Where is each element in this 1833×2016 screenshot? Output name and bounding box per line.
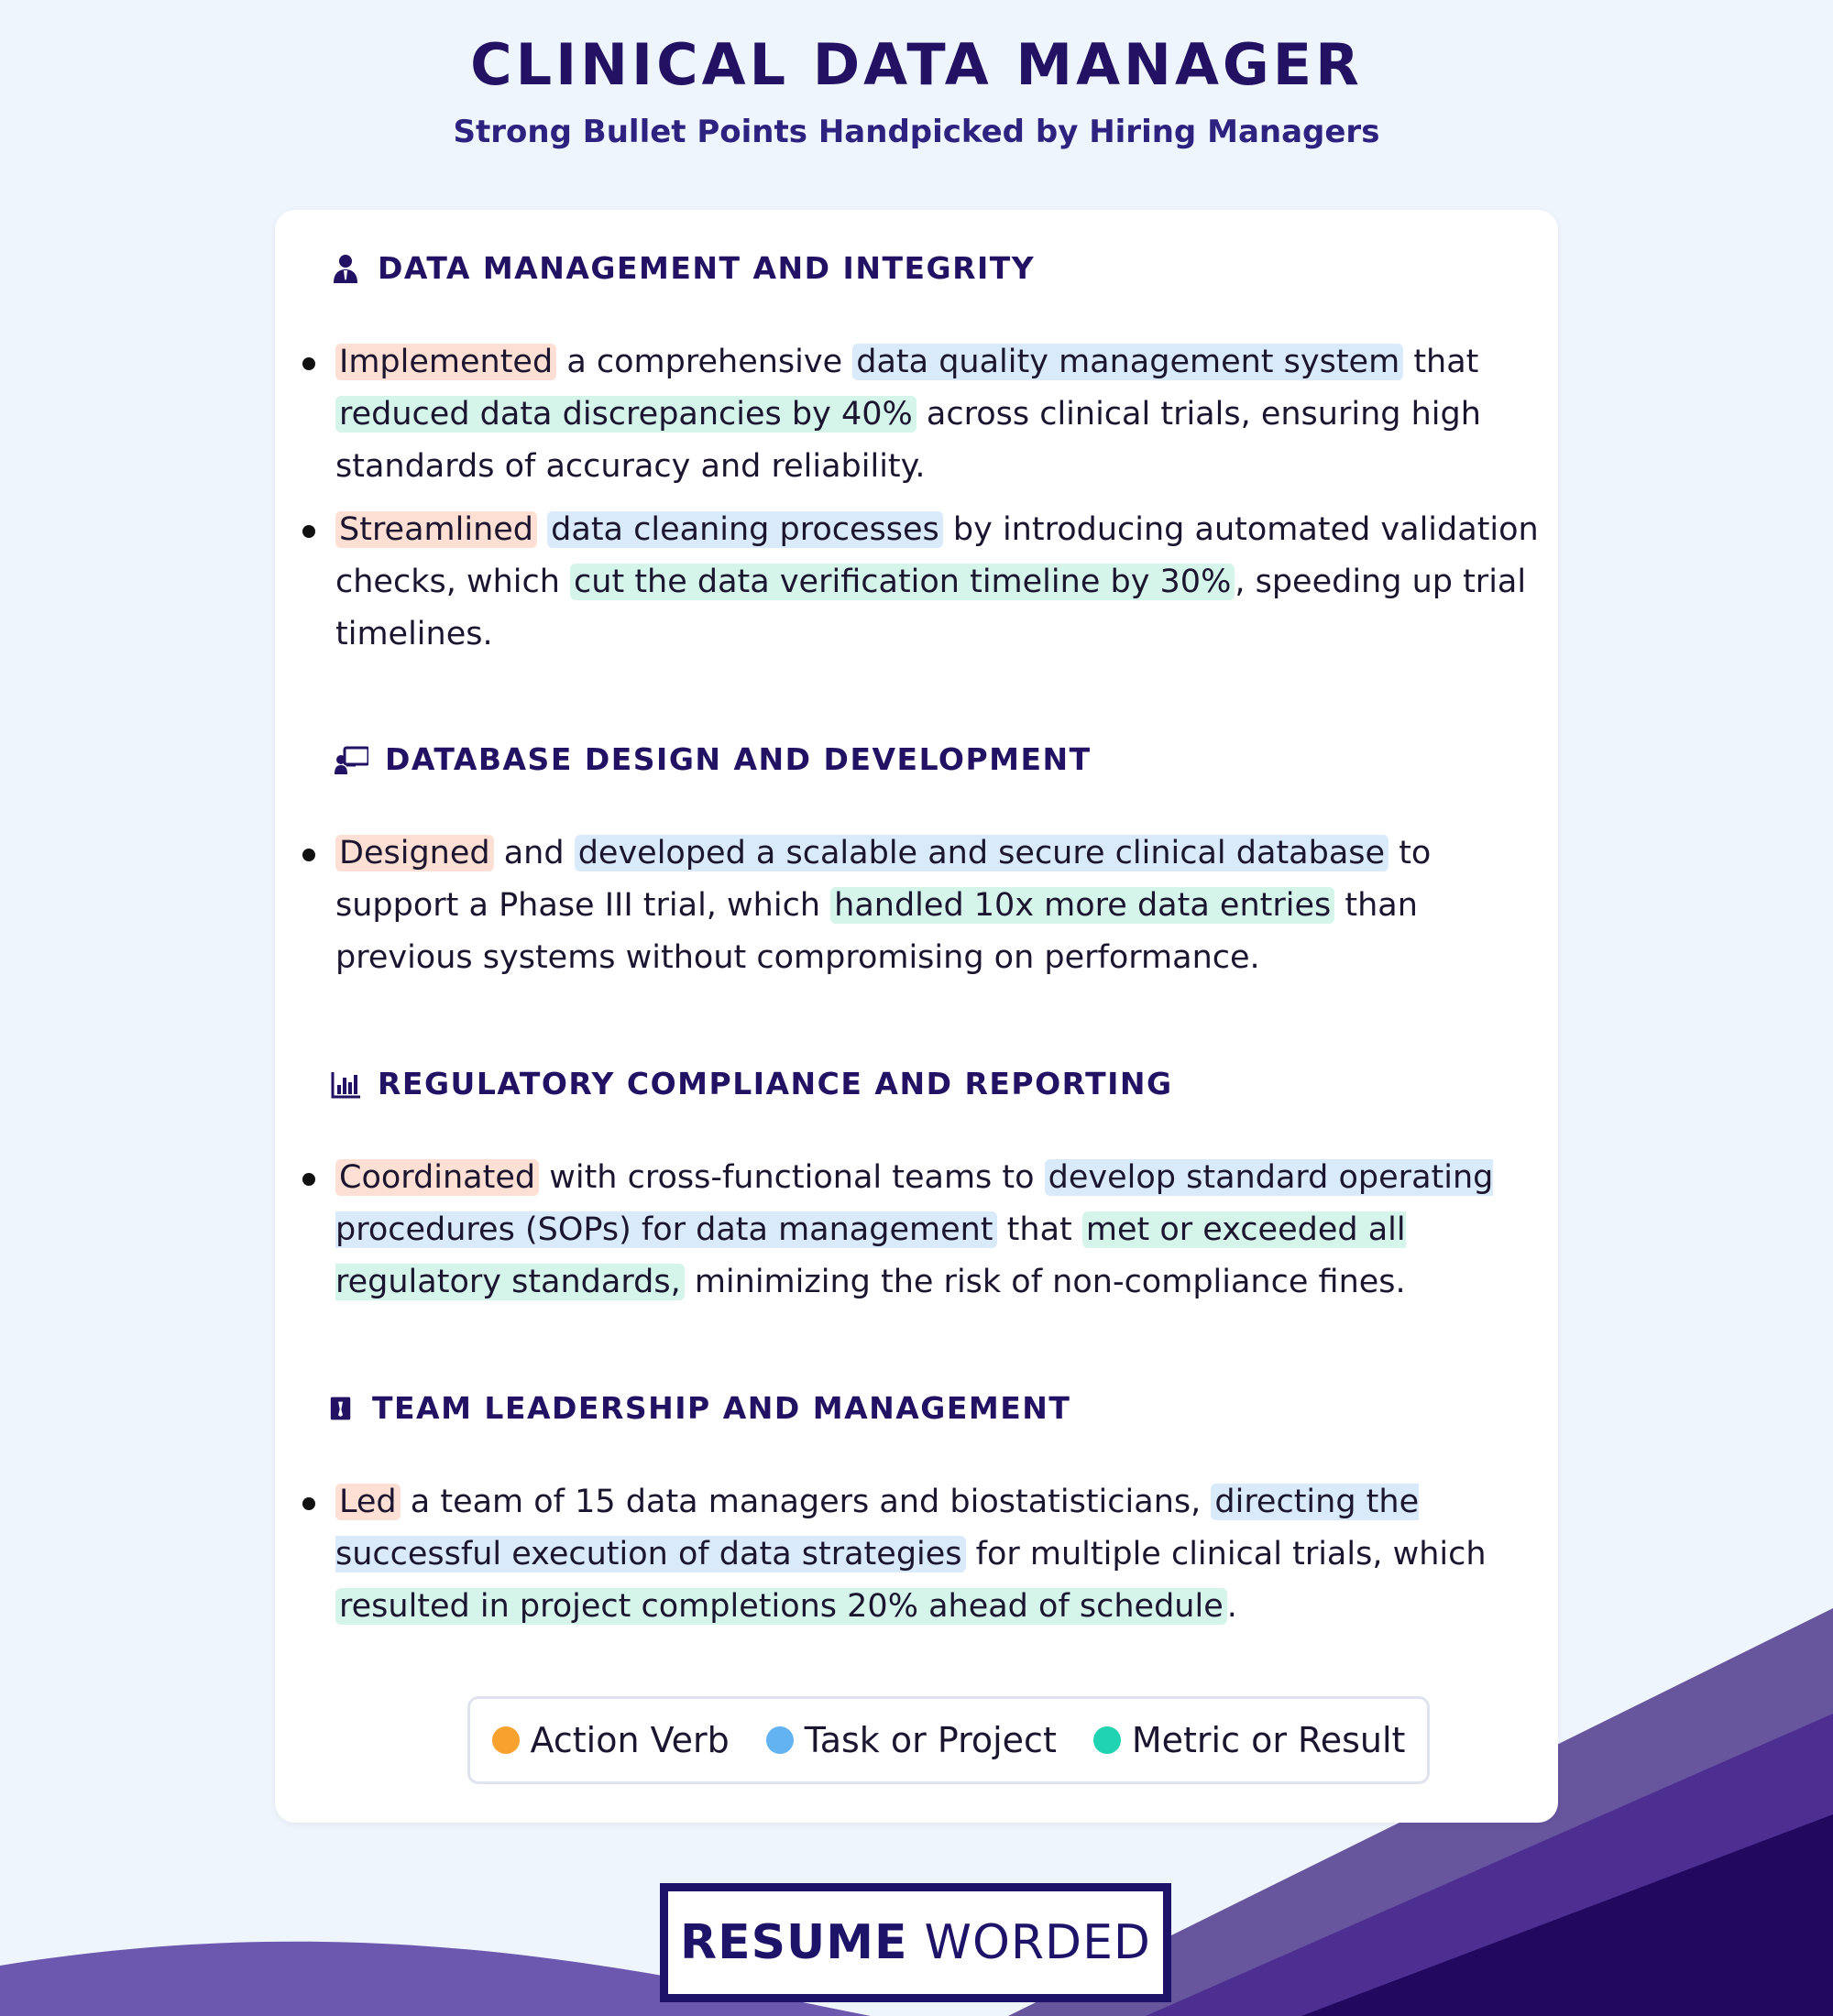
blue-dot-icon (766, 1726, 794, 1754)
highlight-verb: Coordinated (335, 1159, 539, 1196)
bullet-list (302, 827, 1540, 995)
logo-bold-text: RESUME (680, 1915, 908, 1970)
highlight-task: directing the successful execution of data strategies (335, 1484, 1420, 1572)
section-heading-regulatory-compliance (330, 1066, 1173, 1101)
bar-chart-icon (330, 1068, 361, 1100)
person-tie-icon (330, 253, 361, 284)
legend-label: Task or Project (804, 1720, 1057, 1760)
highlight-verb: Led (335, 1484, 401, 1520)
bullet-item: Led a team of 15 data managers and biostatisticians, directing the successful execution of data strategies for multiple clinical trials, which resulted in project completions 20% ahead of schedule . (302, 1476, 1540, 1633)
highlight-task: develop standard operating procedures (SOPs) for data management (335, 1159, 1494, 1248)
highlight-metric: resulted in project completions 20% ahead of schedule (335, 1588, 1227, 1625)
page-subtitle: Strong Bullet Points Handpicked by Hiring Managers (453, 114, 1380, 150)
bullet-item: Implemented a comprehensive data quality management system that reduced data discrepancies by 40% across clinical trials, ensuring high standards of accuracy and reliability. (302, 336, 1540, 493)
section-title: DATABASE DESIGN AND DEVELOPMENT (385, 741, 1092, 777)
logo-light-text: WORDED (924, 1915, 1151, 1970)
highlight-task: data quality management system (852, 344, 1403, 380)
highlight-metric: cut the data verification timeline by 30% (570, 564, 1235, 600)
highlight-task: developed a scalable and secure clinical database (575, 835, 1388, 871)
section-title: TEAM LEADERSHIP AND MANAGEMENT (372, 1390, 1071, 1426)
highlight-verb: Implemented (335, 344, 556, 380)
section-heading-team-leadership (330, 1390, 1070, 1426)
legend-item-metric (1093, 1720, 1406, 1760)
highlight-legend (467, 1696, 1430, 1784)
legend-label: Action Verb (530, 1720, 730, 1760)
section-title: REGULATORY COMPLIANCE AND REPORTING (378, 1066, 1173, 1101)
orange-dot-icon (492, 1726, 520, 1754)
page-title: CLINICAL DATA MANAGER (470, 31, 1363, 98)
presentation-icon (330, 744, 368, 775)
highlight-metric: reduced data discrepancies by 40% (335, 396, 916, 433)
bullet-item: Coordinated with cross-functional teams to develop standard operating procedures (SOPs) for data management that met or exceeded all regulatory standards, minimizing the risk of non-compliance fines. (302, 1152, 1540, 1309)
legend-label: Metric or Result (1131, 1720, 1406, 1760)
bullet-list (302, 336, 1540, 672)
highlight-metric: met or exceeded all regulatory standards, (335, 1211, 1406, 1300)
bullet-list (302, 1476, 1540, 1644)
bullet-item: Designed and developed a scalable and secure clinical database to support a Phase III trial, which handled 10x more data entries than previous systems without compromising on performance. (302, 827, 1540, 984)
badge-icon (330, 1393, 356, 1424)
bullet-points-card (275, 210, 1558, 1823)
highlight-metric: handled 10x more data entries (830, 887, 1334, 924)
legend-item-task (766, 1720, 1057, 1760)
bullet-list (302, 1152, 1540, 1320)
bullet-item: Streamlined data cleaning processes by introducing automated validation checks, which cut the data verification timeline by 30% , speeding up trial timelines. (302, 504, 1540, 661)
legend-item-action-verb (492, 1720, 730, 1760)
section-heading-database-design (330, 741, 1092, 777)
section-heading-data-management (330, 250, 1035, 286)
highlight-verb: Designed (335, 835, 494, 871)
highlight-task: data cleaning processes (547, 511, 943, 548)
section-title: DATA MANAGEMENT AND INTEGRITY (378, 250, 1036, 286)
teal-dot-icon (1093, 1726, 1121, 1754)
highlight-verb: Streamlined (335, 511, 537, 548)
resume-worded-logo[interactable] (660, 1883, 1171, 2002)
